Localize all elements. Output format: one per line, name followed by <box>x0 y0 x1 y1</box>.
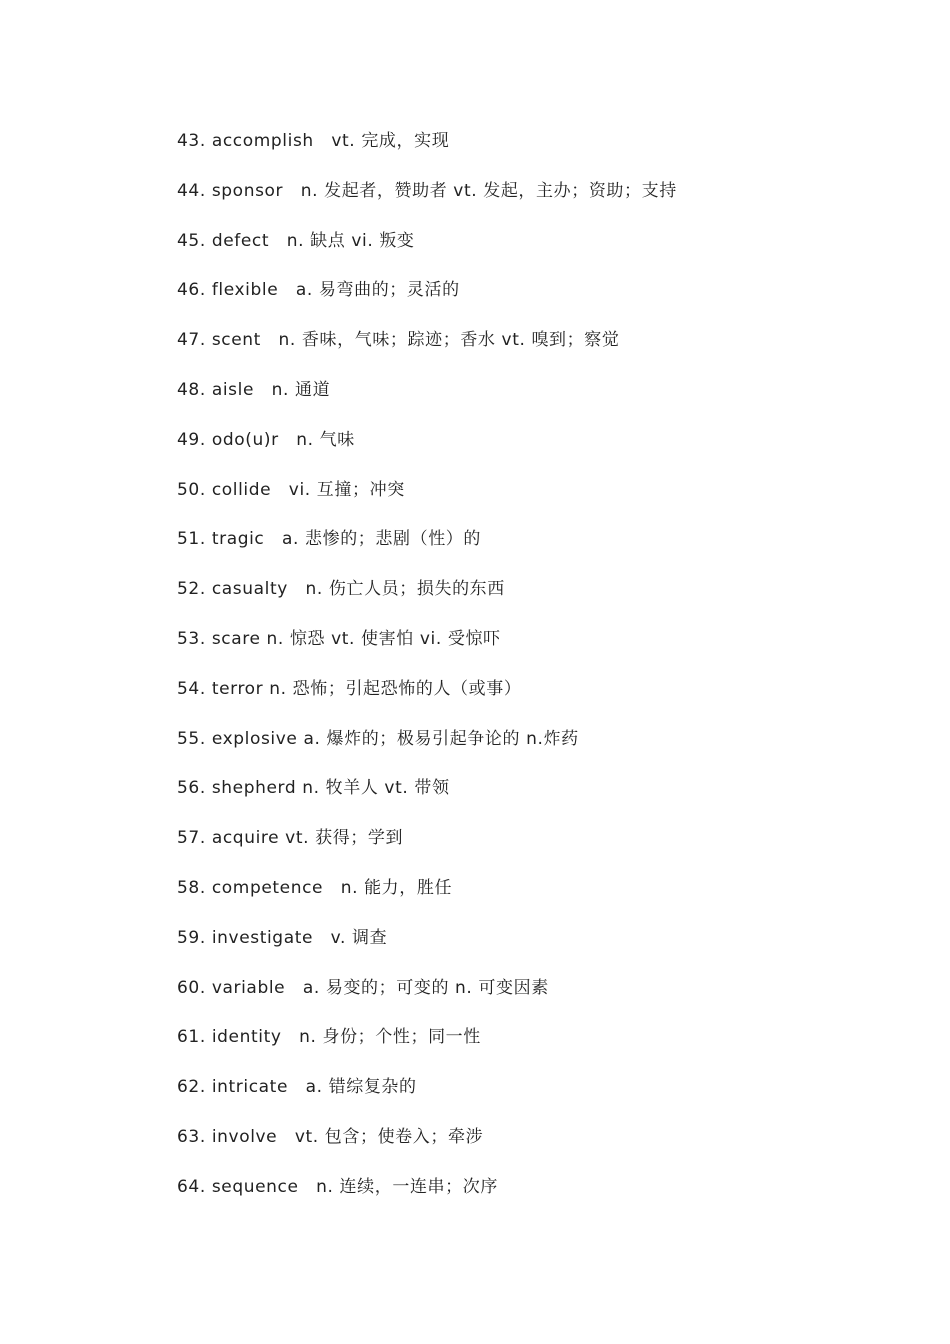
vocab-entry-60: 60. variable a. 易变的；可变的 n. 可变因素 <box>177 977 549 998</box>
vocabulary-list <box>177 128 877 1224</box>
vocab-entry-44: 44. sponsor n. 发起者，赞助者 vt. 发起，主办；资助；支持 <box>177 180 677 201</box>
vocab-entry-52: 52. casualty n. 伤亡人员；损失的东西 <box>177 579 505 600</box>
vocab-entry-61: 61. identity n. 身份；个性；同一性 <box>177 1027 481 1048</box>
vocab-entry-50: 50. collide vi. 互撞；冲突 <box>177 479 405 500</box>
vocab-entry-54: 54. terror n. 恐怖；引起恐怖的人（或事） <box>177 678 522 699</box>
vocab-entry-59: 59. investigate v. 调查 <box>177 927 388 948</box>
vocab-entry-46: 46. flexible a. 易弯曲的；灵活的 <box>177 280 460 301</box>
vocab-entry-47: 47. scent n. 香味，气味；踪迹；香水 vt. 嗅到；察觉 <box>177 330 620 351</box>
vocab-entry-64: 64. sequence n. 连续，一连串；次序 <box>177 1176 498 1197</box>
vocab-entry-53: 53. scare n. 惊恐 vt. 使害怕 vi. 受惊吓 <box>177 628 501 649</box>
vocab-entry-62: 62. intricate a. 错综复杂的 <box>177 1077 417 1098</box>
vocab-entry-49: 49. odo(u)r n. 气味 <box>177 429 355 450</box>
vocab-entry-56: 56. shepherd n. 牧羊人 vt. 带领 <box>177 778 450 799</box>
vocab-entry-58: 58. competence n. 能力，胜任 <box>177 877 453 898</box>
vocab-entry-45: 45. defect n. 缺点 vi. 叛变 <box>177 230 415 251</box>
vocab-entry-55: 55. explosive a. 爆炸的；极易引起争论的 n.炸药 <box>177 728 579 749</box>
vocab-entry-57: 57. acquire vt. 获得；学到 <box>177 828 404 849</box>
vocab-entry-51: 51. tragic a. 悲惨的；悲剧（性）的 <box>177 529 481 550</box>
vocab-entry-43: 43. accomplish vt. 完成，实现 <box>177 131 450 151</box>
vocab-entry-63: 63. involve vt. 包含；使卷入；牵涉 <box>177 1126 484 1147</box>
vocab-entry-48: 48. aisle n. 通道 <box>177 379 331 400</box>
